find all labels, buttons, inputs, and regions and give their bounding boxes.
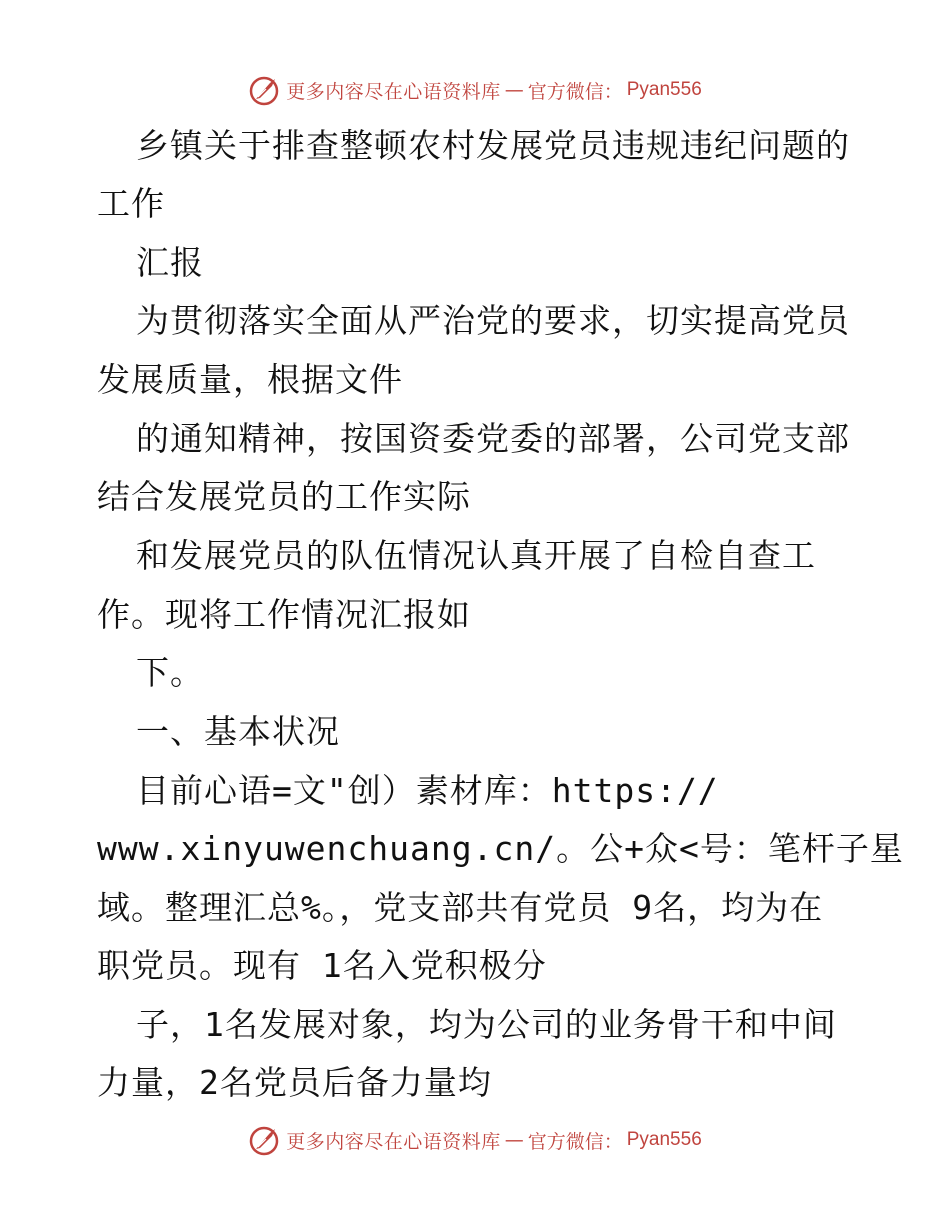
- doc-line: 一、基本状况: [136, 712, 340, 751]
- banner-inner: [248, 73, 702, 107]
- banner-dash: —: [504, 79, 524, 101]
- banner-title: 更多内容尽在心语资料库: [286, 1130, 501, 1153]
- quill-logo-icon: [248, 73, 282, 107]
- banner-wechat-label: 官方微信：: [527, 1130, 623, 1153]
- doc-line: 乡镇关于排查整顿农村发展党员违规违纪问题的: [136, 126, 850, 165]
- doc-line: 汇报: [136, 243, 204, 282]
- doc-line: 子，1名发展对象，均为公司的业务骨干和中间: [136, 1005, 837, 1044]
- footer-watermark-banner: [0, 1120, 950, 1160]
- doc-line: 目前心语=文"创）素材库：https://: [136, 771, 719, 810]
- header-watermark-banner: [0, 70, 950, 110]
- doc-line: 结合发展党员的工作实际: [97, 477, 471, 516]
- doc-line: 域。整理汇总%。，党支部共有党员 9名，均为在: [97, 888, 824, 927]
- quill-logo-icon: [248, 1123, 282, 1157]
- doc-line: 为贯彻落实全面从严治党的要求，切实提高党员: [136, 301, 850, 340]
- doc-line: 工作: [97, 184, 165, 223]
- doc-line: 职党员。现有 1名入党积极分: [97, 946, 547, 985]
- banner-dash: —: [504, 1129, 524, 1151]
- banner-inner: [248, 1123, 702, 1157]
- doc-line: 和发展党员的队伍情况认真开展了自检自查工: [136, 536, 816, 575]
- doc-line: www.xinyuwenchuang.cn/。公+众<号：笔杆子星: [97, 829, 904, 868]
- doc-line: 力量，2名党员后备力量均: [97, 1063, 492, 1102]
- banner-wechat-id: Pyan556: [626, 79, 702, 100]
- banner-title: 更多内容尽在心语资料库: [286, 80, 501, 103]
- banner-wechat-label: 官方微信：: [527, 80, 623, 103]
- doc-line: 下。: [136, 653, 204, 692]
- doc-line: 的通知精神，按国资委党委的部署，公司党支部: [136, 419, 850, 458]
- banner-wechat-id: Pyan556: [626, 1129, 702, 1150]
- doc-line: 作。现将工作情况汇报如: [97, 595, 471, 634]
- doc-line: 发展质量，根据文件: [97, 360, 403, 399]
